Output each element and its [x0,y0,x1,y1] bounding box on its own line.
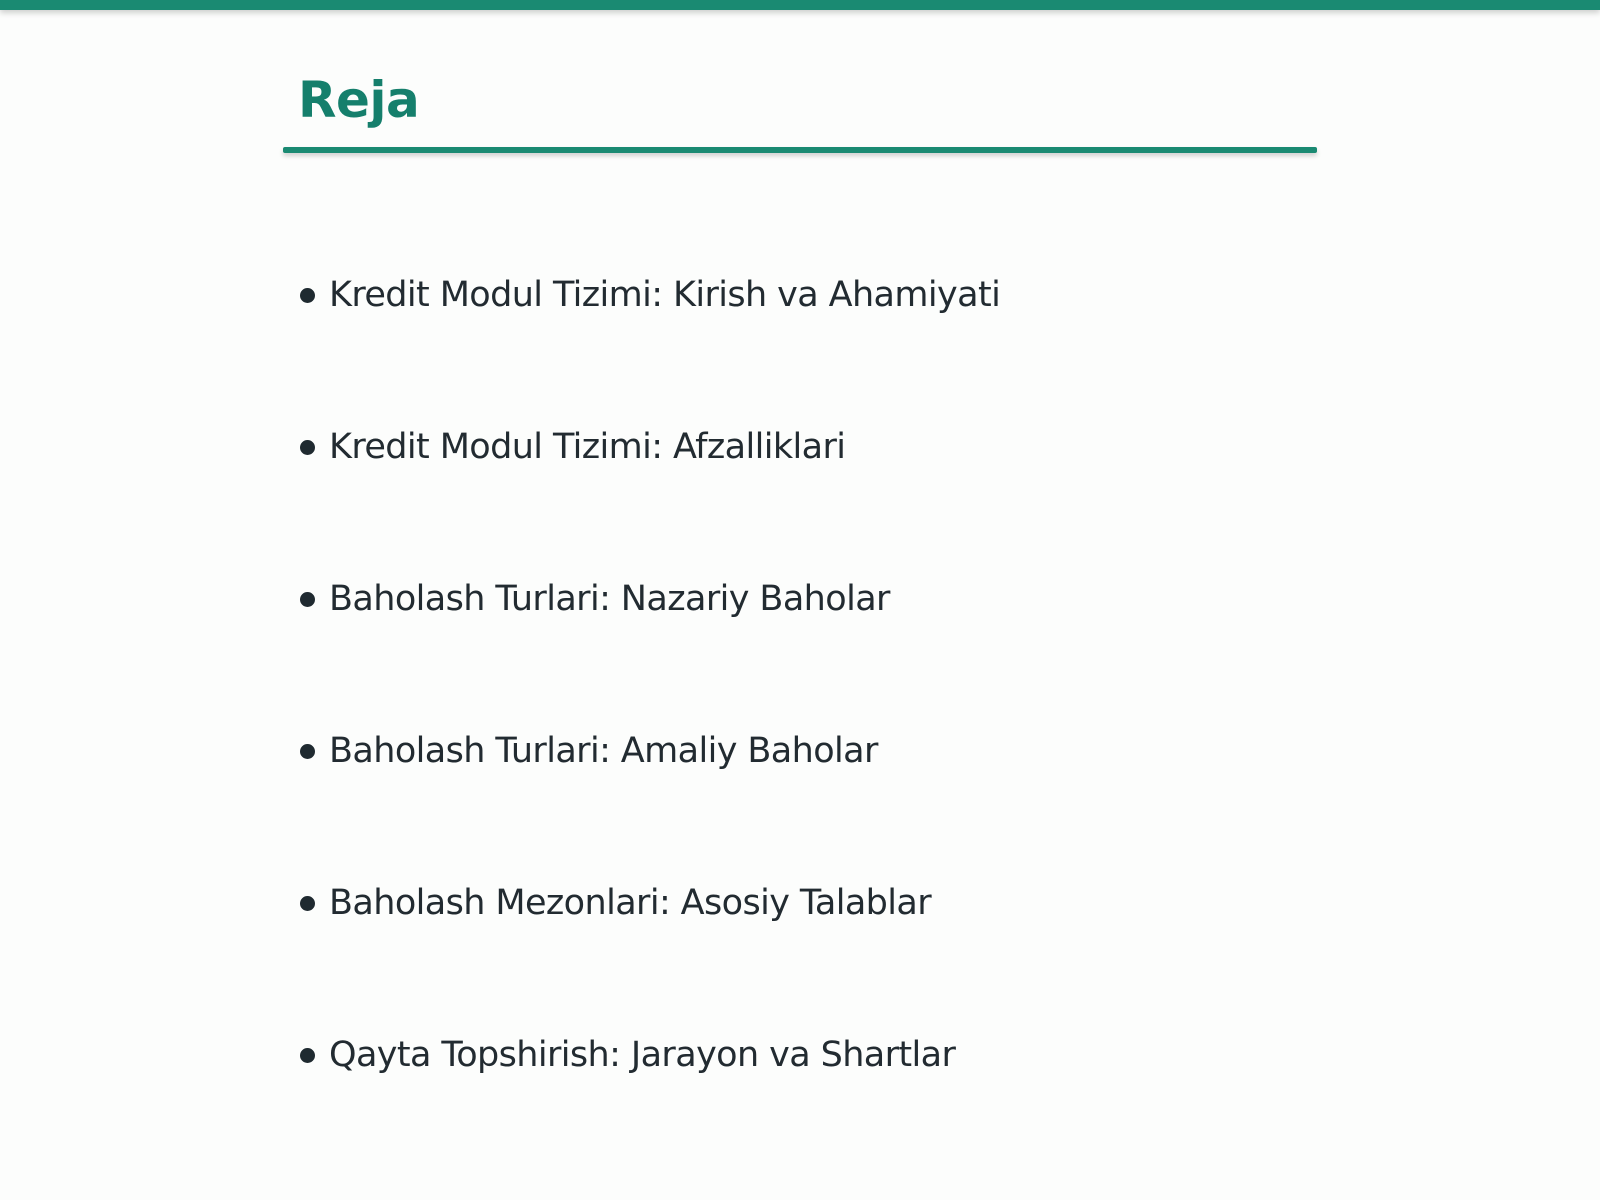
slide-title: Reja [298,71,420,129]
bullet-icon [300,1048,315,1063]
agenda-item-text: Kredit Modul Tizimi: Kirish va Ahamiyati [329,275,1001,315]
agenda-item [300,731,1000,771]
agenda-item-text: Kredit Modul Tizimi: Afzalliklari [329,427,846,467]
top-accent-bar [0,0,1600,10]
agenda-item-text: Baholash Turlari: Amaliy Baholar [329,731,878,771]
agenda-item [300,883,1000,923]
agenda-item-text: Qayta Topshirish: Jarayon va Shartlar [329,1035,956,1075]
agenda-item-text: Baholash Turlari: Nazariy Baholar [329,579,890,619]
agenda-item [300,275,1000,315]
agenda-item [300,1035,1000,1075]
agenda-item [300,427,1000,467]
agenda-list [300,275,1000,1075]
agenda-item [300,579,1000,619]
bullet-icon [300,896,315,911]
bullet-icon [300,440,315,455]
bullet-icon [300,744,315,759]
bullet-icon [300,592,315,607]
title-underline [283,147,1317,153]
bullet-icon [300,288,315,303]
agenda-item-text: Baholash Mezonlari: Asosiy Talablar [329,883,932,923]
